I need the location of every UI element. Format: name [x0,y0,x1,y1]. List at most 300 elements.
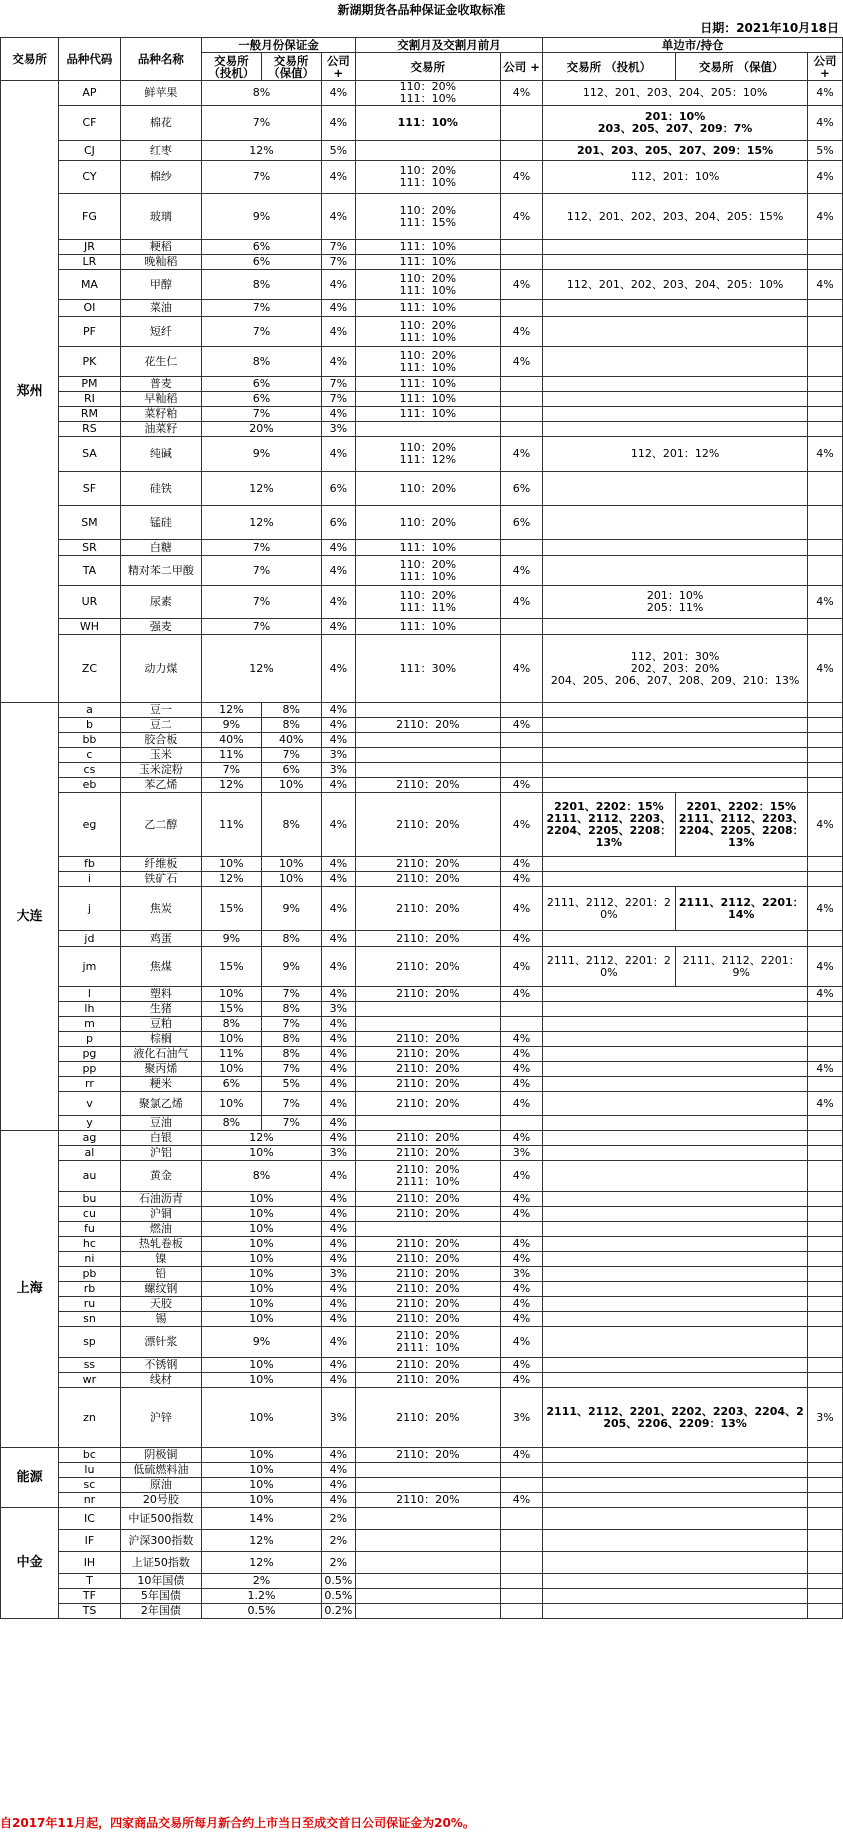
table-row [1,733,843,748]
unilateral-company-margin [807,1508,842,1530]
delivery-margin: 2110：20% [355,931,500,947]
delivery-margin: 2110：20% [355,1267,500,1282]
delivery-margin: 2110：20% [355,1373,500,1388]
delivery-margin: 2110：20% [355,1312,500,1327]
contract-code: RM [59,407,120,422]
delivery-margin: 110：20% 111：10% [355,556,500,586]
general-margin: 10% [202,1222,322,1237]
general-company-margin: 4% [321,347,355,377]
contract-code: zn [59,1388,120,1448]
delivery-margin: 2110：20% [355,947,500,987]
unilateral-spec-margin: 2111、2112、2201：20% [543,887,675,931]
general-spec-margin: 8% [202,1116,261,1131]
contract-name: 聚丙烯 [120,1062,202,1077]
delivery-margin: 110：20% 111：10% [355,347,500,377]
unilateral-margin [543,1493,808,1508]
unilateral-company-margin [807,1192,842,1207]
unilateral-margin [543,472,808,506]
delivery-margin [355,1552,500,1574]
header-exchange: 交易所 [1,38,59,81]
contract-name: 乙二醇 [120,793,202,857]
general-company-margin: 4% [321,733,355,748]
unilateral-company-margin [807,1604,842,1619]
general-company-margin: 4% [321,1077,355,1092]
table-row [1,1552,843,1574]
contract-name: 豆二 [120,718,202,733]
unilateral-company-margin [807,377,842,392]
unilateral-company-margin [807,240,842,255]
unilateral-margin [543,347,808,377]
general-company-margin: 4% [321,1448,355,1463]
general-spec-margin: 10% [202,1062,261,1077]
unilateral-margin [543,1358,808,1373]
general-hedge-margin: 6% [261,763,321,778]
table-row [1,1574,843,1589]
table-row [1,887,843,931]
unilateral-company-margin [807,733,842,748]
delivery-margin: 2110：20% [355,1192,500,1207]
contract-name: 玉米淀粉 [120,763,202,778]
contract-code: jm [59,947,120,987]
contract-name: 花生仁 [120,347,202,377]
general-company-margin: 7% [321,240,355,255]
table-row [1,1327,843,1358]
unilateral-company-margin: 4% [807,793,842,857]
unilateral-margin [543,1116,808,1131]
general-company-margin: 4% [321,540,355,556]
general-company-margin: 0.2% [321,1604,355,1619]
delivery-margin: 111：10% [355,300,500,317]
unilateral-company-margin [807,872,842,887]
contract-name: 尿素 [120,586,202,619]
exchange-label: 郑州 [1,81,59,703]
contract-code: rb [59,1282,120,1297]
delivery-company-margin: 4% [500,1161,542,1192]
table-row [1,270,843,300]
general-margin: 9% [202,437,322,472]
table-row [1,1373,843,1388]
unilateral-company-margin [807,1116,842,1131]
unilateral-margin: 112、201：30% 202、203：20% 204、205、206、207、208、209、210：13% [543,635,808,703]
contract-code: wr [59,1373,120,1388]
contract-name: 沪锌 [120,1388,202,1448]
unilateral-company-margin: 5% [807,141,842,161]
contract-code: lu [59,1463,120,1478]
table-row [1,748,843,763]
delivery-margin: 111：10% [355,407,500,422]
contract-code: CY [59,161,120,194]
delivery-margin: 110：20% [355,472,500,506]
table-row [1,255,843,270]
contract-code: nr [59,1493,120,1508]
delivery-company-margin: 4% [500,317,542,347]
general-spec-margin: 9% [202,931,261,947]
contract-name: 粳米 [120,1077,202,1092]
contract-name: 油菜籽 [120,422,202,437]
unilateral-margin [543,1062,808,1077]
general-company-margin: 4% [321,1207,355,1222]
general-company-margin: 4% [321,1478,355,1493]
delivery-margin: 111：10% [355,392,500,407]
contract-name: 锡 [120,1312,202,1327]
contract-code: ag [59,1131,120,1146]
general-company-margin: 4% [321,1463,355,1478]
general-margin: 8% [202,347,322,377]
general-hedge-margin: 8% [261,1002,321,1017]
delivery-company-margin [500,106,542,141]
unilateral-margin [543,1327,808,1358]
general-company-margin: 4% [321,1327,355,1358]
delivery-margin: 2110：20% [355,1282,500,1297]
general-company-margin: 4% [321,1192,355,1207]
unilateral-margin [543,556,808,586]
contract-code: sn [59,1312,120,1327]
table-row [1,1047,843,1062]
unilateral-margin: 201：10% 205：11% [543,586,808,619]
general-margin: 10% [202,1463,322,1478]
unilateral-company-margin [807,392,842,407]
contract-code: pg [59,1047,120,1062]
margin-table-body [1,81,843,1619]
general-spec-margin: 11% [202,1047,261,1062]
contract-code: eb [59,778,120,793]
contract-name: 豆油 [120,1116,202,1131]
delivery-margin: 110：20% 111：10% [355,81,500,106]
table-row [1,1161,843,1192]
delivery-company-margin [500,1116,542,1131]
contract-code: p [59,1032,120,1047]
contract-code: UR [59,586,120,619]
delivery-company-margin: 4% [500,947,542,987]
delivery-company-margin: 4% [500,1032,542,1047]
general-company-margin: 4% [321,703,355,718]
contract-name: 不锈钢 [120,1358,202,1373]
unilateral-company-margin [807,748,842,763]
general-hedge-margin: 8% [261,1047,321,1062]
general-company-margin: 4% [321,1282,355,1297]
unilateral-company-margin [807,1032,842,1047]
general-margin: 14% [202,1508,322,1530]
general-company-margin: 2% [321,1552,355,1574]
table-row [1,1604,843,1619]
table-row [1,506,843,540]
general-company-margin: 3% [321,1388,355,1448]
unilateral-company-margin [807,778,842,793]
contract-name: 低硫燃料油 [120,1463,202,1478]
unilateral-company-margin [807,1146,842,1161]
general-company-margin: 3% [321,763,355,778]
general-spec-margin: 15% [202,947,261,987]
delivery-margin: 2110：20% [355,1207,500,1222]
table-row [1,1312,843,1327]
contract-code: pb [59,1267,120,1282]
general-company-margin: 4% [321,81,355,106]
delivery-company-margin: 4% [500,1252,542,1267]
general-company-margin: 4% [321,947,355,987]
delivery-margin: 2110：20% [355,857,500,872]
delivery-company-margin: 4% [500,987,542,1002]
delivery-margin: 2110：20% 2111：10% [355,1161,500,1192]
unilateral-company-margin: 4% [807,887,842,931]
contract-code: LR [59,255,120,270]
unilateral-margin [543,377,808,392]
unilateral-margin: 112、201、202、203、204、205：10% [543,270,808,300]
contract-code: au [59,1161,120,1192]
general-company-margin: 5% [321,141,355,161]
contract-name: 中证500指数 [120,1508,202,1530]
general-margin: 12% [202,1131,322,1146]
unilateral-margin [543,931,808,947]
general-margin: 2% [202,1574,322,1589]
table-row [1,81,843,106]
general-company-margin: 4% [321,1237,355,1252]
unilateral-company-margin [807,1574,842,1589]
unilateral-company-margin: 4% [807,635,842,703]
contract-name: 白糖 [120,540,202,556]
general-company-margin: 4% [321,270,355,300]
delivery-margin [355,1530,500,1552]
unilateral-company-margin [807,1373,842,1388]
delivery-margin: 111：10% [355,540,500,556]
delivery-company-margin [500,240,542,255]
unilateral-margin [543,1252,808,1267]
general-margin: 9% [202,1327,322,1358]
unilateral-company-margin: 4% [807,81,842,106]
contract-name: 鸡蛋 [120,931,202,947]
unilateral-company-margin [807,317,842,347]
unilateral-company-margin [807,1552,842,1574]
contract-name: 粳稻 [120,240,202,255]
delivery-margin: 2110：20% [355,1448,500,1463]
contract-code: m [59,1017,120,1032]
delivery-company-margin [500,141,542,161]
general-hedge-margin: 9% [261,947,321,987]
delivery-margin: 2110：20% 2111：10% [355,1327,500,1358]
contract-name: 漂针浆 [120,1327,202,1358]
delivery-margin: 2110：20% [355,1493,500,1508]
contract-name: 纤维板 [120,857,202,872]
contract-name: 棉纱 [120,161,202,194]
unilateral-margin [543,1222,808,1237]
general-spec-margin: 12% [202,778,261,793]
general-spec-margin: 9% [202,718,261,733]
contract-code: hc [59,1237,120,1252]
delivery-company-margin: 4% [500,1493,542,1508]
general-margin: 6% [202,255,322,270]
unilateral-margin: 2111、2112、2201、2202、2203、2204、2205、2206、2209：13% [543,1388,808,1448]
unilateral-margin [543,703,808,718]
header-unilateral-hedge: 交易所 （保值） [675,53,807,81]
unilateral-company-margin [807,407,842,422]
unilateral-company-margin [807,422,842,437]
delivery-company-margin: 4% [500,1077,542,1092]
unilateral-hedge-margin: 2111、2112、2201：9% [675,947,807,987]
unilateral-company-margin [807,255,842,270]
general-company-margin: 4% [321,1017,355,1032]
unilateral-margin [543,317,808,347]
general-company-margin: 3% [321,1002,355,1017]
unilateral-company-margin: 4% [807,947,842,987]
delivery-company-margin [500,748,542,763]
unilateral-company-margin [807,1017,842,1032]
unilateral-company-margin [807,540,842,556]
contract-code: SF [59,472,120,506]
unilateral-company-margin: 4% [807,1092,842,1116]
unilateral-margin [543,1312,808,1327]
unilateral-margin [543,1092,808,1116]
unilateral-margin [543,718,808,733]
general-margin: 6% [202,240,322,255]
general-margin: 7% [202,161,322,194]
delivery-margin: 2110：20% [355,793,500,857]
general-company-margin: 6% [321,472,355,506]
unilateral-company-margin [807,1327,842,1358]
table-row [1,300,843,317]
general-hedge-margin: 7% [261,1092,321,1116]
delivery-company-margin: 4% [500,270,542,300]
general-margin: 12% [202,506,322,540]
unilateral-margin: 112、201：10% [543,161,808,194]
delivery-margin: 111：10% [355,255,500,270]
contract-code: c [59,748,120,763]
unilateral-margin [543,1574,808,1589]
general-margin: 12% [202,141,322,161]
page-title: 新湖期货各品种保证金收取标准 [337,3,506,17]
general-company-margin: 4% [321,887,355,931]
delivery-company-margin: 4% [500,887,542,931]
unilateral-company-margin [807,1282,842,1297]
general-hedge-margin: 10% [261,778,321,793]
delivery-company-margin: 4% [500,347,542,377]
delivery-company-margin [500,763,542,778]
general-margin: 6% [202,392,322,407]
unilateral-company-margin [807,300,842,317]
general-spec-margin: 12% [202,872,261,887]
table-row [1,1002,843,1017]
general-spec-margin: 10% [202,1092,261,1116]
contract-code: sc [59,1478,120,1493]
table-row [1,141,843,161]
general-margin: 7% [202,556,322,586]
unilateral-margin [543,872,808,887]
unilateral-company-margin [807,1463,842,1478]
general-spec-margin: 12% [202,703,261,718]
table-row [1,1388,843,1448]
delivery-margin: 2110：20% [355,1047,500,1062]
delivery-company-margin: 4% [500,161,542,194]
table-row [1,161,843,194]
table-row [1,1478,843,1493]
delivery-company-margin [500,1589,542,1604]
delivery-company-margin: 3% [500,1388,542,1448]
contract-name: 普麦 [120,377,202,392]
delivery-company-margin: 4% [500,857,542,872]
delivery-margin [355,1222,500,1237]
delivery-company-margin [500,300,542,317]
delivery-margin [355,141,500,161]
general-company-margin: 4% [321,778,355,793]
contract-code: bb [59,733,120,748]
general-spec-margin: 7% [202,763,261,778]
delivery-margin: 2110：20% [355,1237,500,1252]
unilateral-company-margin: 4% [807,586,842,619]
contract-code: ni [59,1252,120,1267]
delivery-margin: 2110：20% [355,1131,500,1146]
general-margin: 7% [202,540,322,556]
contract-name: 动力煤 [120,635,202,703]
delivery-margin: 2110：20% [355,1092,500,1116]
table-row [1,194,843,240]
table-row [1,872,843,887]
contract-name: 10年国债 [120,1574,202,1589]
unilateral-margin [543,1192,808,1207]
delivery-company-margin: 3% [500,1146,542,1161]
general-company-margin: 7% [321,377,355,392]
unilateral-company-margin [807,1207,842,1222]
delivery-company-margin: 4% [500,635,542,703]
contract-code: ss [59,1358,120,1373]
unilateral-company-margin [807,1589,842,1604]
delivery-margin: 110：20% 111：15% [355,194,500,240]
general-company-margin: 7% [321,255,355,270]
delivery-company-margin: 4% [500,793,542,857]
contract-code: IH [59,1552,120,1574]
table-row [1,635,843,703]
unilateral-margin [543,987,808,1002]
table-row [1,106,843,141]
general-margin: 10% [202,1237,322,1252]
contract-name: 沪深300指数 [120,1530,202,1552]
contract-name: 沪铜 [120,1207,202,1222]
unilateral-company-margin [807,1267,842,1282]
general-hedge-margin: 8% [261,793,321,857]
general-company-margin: 4% [321,1222,355,1237]
unilateral-company-margin [807,556,842,586]
delivery-company-margin: 4% [500,1373,542,1388]
general-margin: 6% [202,377,322,392]
contract-code: SR [59,540,120,556]
unilateral-company-margin: 4% [807,1062,842,1077]
contract-name: 上证50指数 [120,1552,202,1574]
header-code: 品种代码 [59,38,120,81]
table-row [1,1116,843,1131]
general-margin: 1.2% [202,1589,322,1604]
unilateral-margin [543,1267,808,1282]
contract-code: j [59,887,120,931]
contract-name: 棉花 [120,106,202,141]
contract-code: l [59,987,120,1002]
table-row [1,1062,843,1077]
unilateral-company-margin [807,472,842,506]
general-company-margin: 4% [321,407,355,422]
contract-name: 玉米 [120,748,202,763]
contract-name: 白银 [120,1131,202,1146]
unilateral-margin [543,540,808,556]
delivery-company-margin: 4% [500,931,542,947]
delivery-margin [355,1589,500,1604]
delivery-company-margin: 4% [500,1131,542,1146]
general-margin: 10% [202,1267,322,1282]
general-company-margin: 4% [321,872,355,887]
general-company-margin: 4% [321,718,355,733]
general-spec-margin: 8% [202,1017,261,1032]
contract-name: 胶合板 [120,733,202,748]
unilateral-margin [543,1552,808,1574]
unilateral-margin [543,1207,808,1222]
delivery-company-margin [500,1574,542,1589]
table-row [1,1463,843,1478]
contract-name: 菜籽粕 [120,407,202,422]
